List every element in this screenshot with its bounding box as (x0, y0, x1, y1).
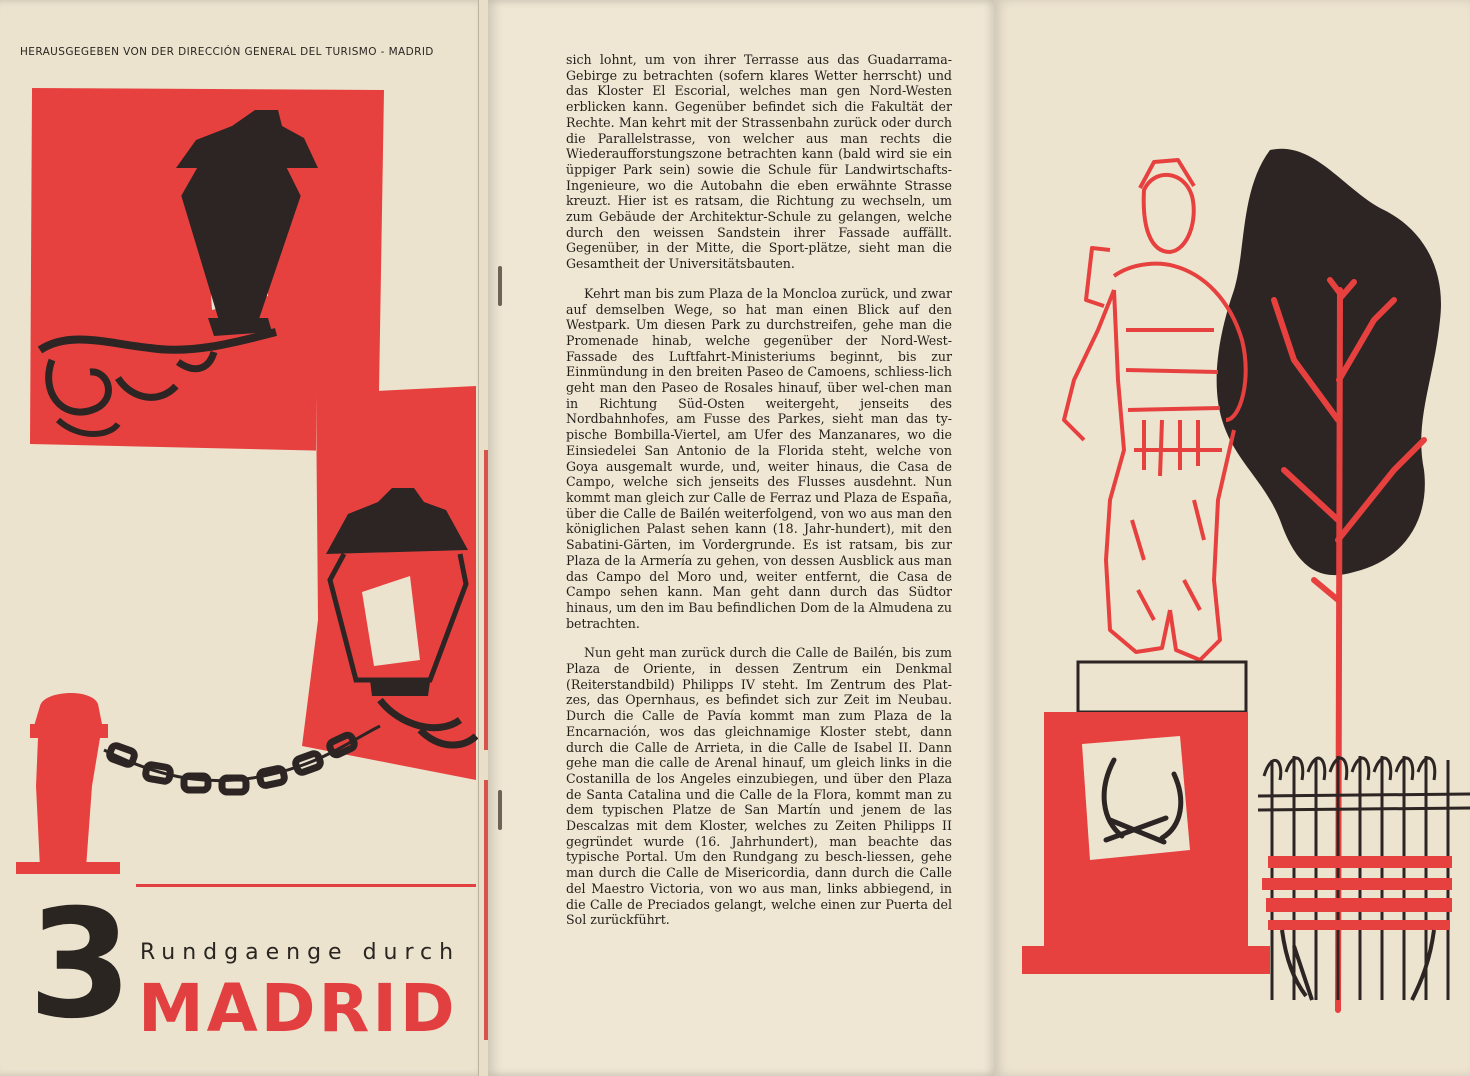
cover-number: 3 (28, 878, 133, 1052)
publisher-line: HERAUSGEGEBEN VON DER DIRECCIÓN GENERAL DEL TURISMO - MADRID (20, 46, 434, 58)
cover-divider (136, 884, 476, 887)
cover-subtitle: Rundgaenge durch (140, 940, 461, 965)
statue-tree-bench-illustration (994, 0, 1470, 1076)
cover-city-title: MADRID (138, 970, 458, 1047)
walking-tour-text (566, 52, 952, 942)
binding-staple (498, 790, 502, 830)
binding-staple (498, 266, 502, 306)
paragraph: sich lohnt, um von ihrer Terrasse aus das Guadarrama-Gebirge zu betrachten (sofern klares Wetter herrscht) und das Kloster El Escorial, welches man gen Nord-Westen erblicken kann. Gegenüber befindet sich die Fakultät der Rechte. Man kehrt mit der Strassenbahn zurück oder durch die Parallelstrasse, von welcher aus man rechts die Wiederaufforstungszone betrachten kann (bald wird sie ein üppiger Park sein) sowie die Schule für Landwirtschafts-Ingenieure, wo die Autobahn die eben erwähnte Strasse kreuzt. Hier ist es ratsam, die Richtung zu wechseln, um zum Gebäude der Architektur-Schule zu gelangen, welche durch den weissen Sandstein ihrer Fassade auffällt. Gegenüber, in der Mitte, die Sport-plätze, sieht man die Gesamtheit der Universitätsbauten. (566, 52, 952, 272)
cover-panel (0, 0, 488, 1076)
illustration-panel (994, 0, 1470, 1076)
bollard-chain-illustration (0, 686, 488, 886)
paragraph: Nun geht man zurück durch die Calle de Bailén, bis zum Plaza de Oriente, in dessen Zentrum ein Denkmal (Reiterstandbild) Philipps IV steht. Im Zentrum des Plat-zes, das Opernhaus, es befindet sich zur Zeit im Neubau. Durch die Calle de Pavía kommt man zum Plaza de la Encarnación, wos das gleichnamige Kloster stebt, dann durch die Calle de Arrieta, in die Calle de Isabel II. Dann gehe man die calle de Arenal hinauf, um gleich links in die Costanilla de los Angeles einzubiegen, und über den Plaza de Santa Catalina und die Calle de la Flora, kommt man zu dem typischen Platze de San Martín und jenem de las Descalzas mit dem Kloster, welches zu Zeiten Philipps II gegründet wurde (16. Jahrhundert), man beachte das typische Portal. Um den Rundgang zu besch-liessen, gehe man durch die Calle de Misericordia, dann durch die Calle del Maestro Victoria, von wo aus man, links abbiegend, in die Calle de Preciados gelangt, welche einen zur Puerta del Sol zurückführt. (566, 645, 952, 928)
paragraph: Kehrt man bis zum Plaza de la Moncloa zurück, und zwar auf demselben Wege, so hat man einen Blick auf den Westpark. Um diesen Park zu durchstreifen, gehe man die Promenade hinab, welche gegenüber der Nord-West-Fassade des Luftfahrt-Ministeriums beginnt, bis zur Einmündung in den breiten Paseo de Camoens, schliess-lich geht man den Paseo de Rosales hinauf, über wel-chen man in Richtung Süd-Osten weitergeht, jenseits des Nordbahnhofes, am Fusse des Parkes, sieht man das ty-pische Bombilla-Viertel, am Ufer des Manzanares, wo die Einsiedelei San Antonio de la Florida steht, welche von Goya ausgemalt wurde, und, weiter hinaus, die Casa de Campo, welche sich jenseits des Flusses ausdehnt. Nun kommt man gleich zur Calle de Ferraz und Plaza de España, über die Calle de Bailén weiterfolgend, von wo aus man den königlichen Palast sehen kann (18. Jahr-hundert), mit den Sabatini-Gärten, im Vordergrunde. Es ist ratsam, bis zur Plaza de la Armería zu gehen, von dessen Ausblick aus man das Campo del Moro und, weiter entfernt, die Casa de Campo sehen kann. Man geht dann durch das Südtor hinaus, um den im Bau befindlichen Dom de la Almudena zu betrachten. (566, 285, 952, 631)
